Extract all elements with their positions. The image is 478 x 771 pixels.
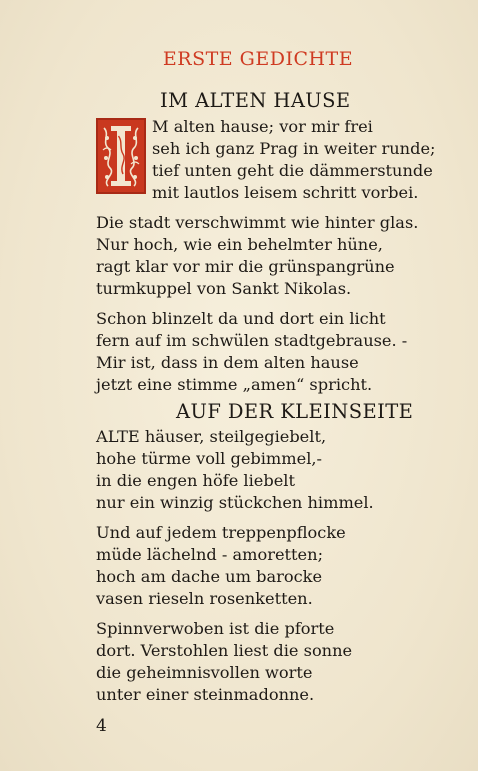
poem1-line: jetzt eine stimme „amen“ spricht. xyxy=(96,375,373,394)
poem2-line: müde lächelnd - amoretten; xyxy=(96,545,324,564)
poem1-first-line: M alten hause; vor mir frei xyxy=(152,117,373,136)
decorated-initial-i xyxy=(96,118,146,194)
poem1-line: Nur hoch, wie ein behelmter hüne, xyxy=(96,235,383,254)
poem1-line: seh ich ganz Prag in weiter runde; xyxy=(152,139,436,158)
poem1-line: ragt klar vor mir die grünspangrüne xyxy=(96,257,395,276)
poem2-line: dort. Verstohlen liest die sonne xyxy=(96,641,353,660)
page-number: 4 xyxy=(96,716,107,736)
poem2-line: in die engen höfe liebelt xyxy=(96,471,295,490)
poem1-line: turmkuppel von Sankt Nikolas. xyxy=(96,279,352,298)
poem2-line: Spinnverwoben ist die pforte xyxy=(96,619,335,638)
poem1-line: Die stadt verschwimmt wie hinter glas. xyxy=(96,213,419,232)
poem1-line: Mir ist, dass in dem alten hause xyxy=(96,353,359,372)
poem1-line: Schon blinzelt da und dort ein licht xyxy=(96,309,386,328)
poem2-line: die geheimnisvollen worte xyxy=(96,663,313,682)
poem2-line: hohe türme voll gebimmel,- xyxy=(96,449,323,468)
poem2-line: hoch am dache um barocke xyxy=(96,567,323,586)
ornamental-initial-icon xyxy=(98,120,144,192)
poem2-line: vasen rieseln rosenketten. xyxy=(96,589,313,608)
poem2-line: ALTE häuser, steilgegiebelt, xyxy=(96,427,327,446)
poem-title-im-alten-hause: IM ALTEN HAUSE xyxy=(160,89,351,112)
running-head: ERSTE GEDICHTE xyxy=(162,48,354,70)
poem1-line: tief unten geht die dämmerstunde xyxy=(152,161,433,180)
poem2-line: unter einer steinmadonne. xyxy=(96,685,315,704)
poem1-line: mit lautlos leisem schritt vorbei. xyxy=(152,183,419,202)
poem2-line: Und auf jedem treppenpflocke xyxy=(96,523,346,542)
poem2-line: nur ein winzig stückchen himmel. xyxy=(96,493,374,512)
poem-title-auf-der-kleinseite: AUF DER KLEINSEITE xyxy=(176,400,414,423)
poem1-line: fern auf im schwülen stadtgebrause. - xyxy=(96,331,408,350)
